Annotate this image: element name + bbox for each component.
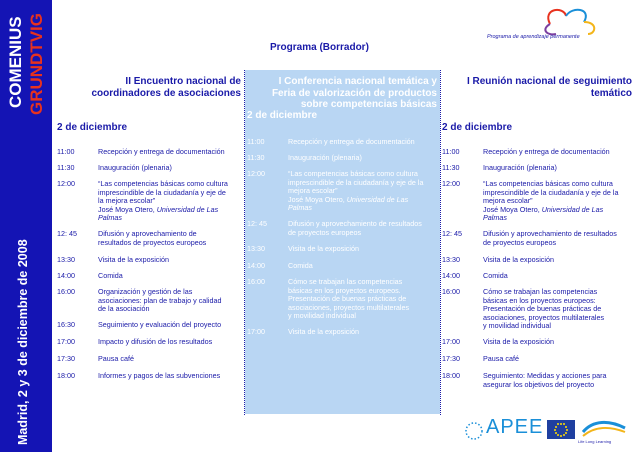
agenda-time: 17:00 bbox=[442, 337, 460, 346]
eu-star-icon bbox=[554, 429, 556, 431]
agenda-time: 17:00 bbox=[57, 337, 75, 346]
agenda-time: 11:30 bbox=[57, 163, 75, 172]
agenda-text: Comida bbox=[98, 271, 123, 280]
agenda-time: 17:30 bbox=[442, 354, 460, 363]
agenda-time: 17:00 bbox=[247, 327, 265, 336]
agenda-text: Cómo se trabajan las competencias básicas en los proyectos europeos: Presentación de buenas prácticas de asociaciones, proyectos multilaterales y movilidad individual bbox=[483, 287, 605, 330]
column-seguimiento bbox=[440, 70, 636, 414]
agenda-time: 16:30 bbox=[57, 320, 75, 329]
agenda-text: Inauguración (plenaria) bbox=[288, 153, 362, 162]
logo-caption: Programa de aprendizaje permanente bbox=[487, 34, 580, 40]
agenda-text: Seguimiento: Medidas y acciones para asegurar los objetivos del proyecto bbox=[483, 371, 607, 389]
agenda-text: Visita de la exposición bbox=[288, 327, 359, 336]
eu-star-icon bbox=[563, 423, 565, 425]
agenda-time: 17:30 bbox=[57, 354, 75, 363]
eu-star-icon bbox=[563, 434, 565, 436]
agenda-text: Cómo se trabajan las competencias básicas en los proyectos europeos. Presentación de buenas prácticas de asociaciones, proyectos multilaterales y movilidad individual bbox=[288, 277, 410, 320]
agenda-time: 12:00 bbox=[442, 179, 460, 188]
agenda-text: Difusión y aprovechamiento de resultados de proyectos europeos bbox=[98, 229, 207, 247]
agenda-text: Pausa café bbox=[483, 354, 519, 363]
agenda-text: Recepción y entrega de documentación bbox=[288, 137, 415, 146]
eu-star-icon bbox=[557, 423, 559, 425]
agenda-text: Seguimiento y evaluación del proyecto bbox=[98, 320, 222, 329]
agenda-text: Visita de la exposición bbox=[483, 255, 554, 264]
eu-star-icon bbox=[555, 432, 557, 434]
lifelong-learning-icon bbox=[579, 418, 629, 440]
agenda-time: 13:30 bbox=[57, 255, 75, 264]
agenda-text: Recepción y entrega de documentación bbox=[98, 147, 225, 156]
agenda-text: Visita de la exposición bbox=[98, 255, 169, 264]
agenda-time: 14:00 bbox=[442, 271, 460, 280]
eu-star-icon bbox=[555, 426, 557, 428]
agenda-text: Inauguración (plenaria) bbox=[483, 163, 557, 172]
agenda-time: 16:00 bbox=[442, 287, 460, 296]
comenius-label: COMENIUS bbox=[6, 16, 25, 108]
agenda-text: Inauguración (plenaria) bbox=[98, 163, 172, 172]
agenda-text: “Las competencias básicas como cultura imprescindible de la ciudadanía y eje de la mejora escolar” José Moya Otero, Universidad de Las Palmas bbox=[483, 179, 619, 222]
agenda-text: Informes y pagos de las subvenciones bbox=[98, 371, 221, 380]
eu-star-icon bbox=[565, 432, 567, 434]
eu-star-icon bbox=[560, 435, 562, 437]
day-heading: 2 de diciembre bbox=[57, 122, 128, 133]
agenda-text: Difusión y aprovechamiento de resultados de proyectos europeos bbox=[483, 229, 617, 247]
agenda-time: 12:00 bbox=[57, 179, 75, 188]
agenda-time: 12:00 bbox=[247, 169, 265, 178]
agenda-text: “Las competencias básicas como cultura imprescindible de la ciudadanía y eje de la mejora escolar” José Moya Otero, Universidad de Las Palmas bbox=[98, 179, 228, 222]
agenda-time: 18:00 bbox=[442, 371, 460, 380]
agenda-time: 11:00 bbox=[247, 137, 265, 146]
agenda-time: 12: 45 bbox=[442, 229, 462, 238]
agenda-time: 16:00 bbox=[57, 287, 75, 296]
column-header: I Reunión nacional de seguimiento temático bbox=[466, 76, 632, 99]
page-title: Programa (Borrador) bbox=[270, 42, 369, 53]
column-header: I Conferencia nacional temática y Feria de valorización de productos sobre competencias básicas bbox=[271, 76, 437, 110]
agenda-text: Visita de la exposición bbox=[483, 337, 554, 346]
place-date-label: Madrid, 2 y 3 de diciembre de 2008 bbox=[16, 239, 30, 445]
agenda-text: Difusión y aprovechamiento de resultados de proyectos europeos bbox=[288, 219, 422, 237]
agenda-time: 11:30 bbox=[247, 153, 265, 162]
agenda-text: Comida bbox=[288, 261, 313, 270]
eu-star-icon bbox=[566, 429, 568, 431]
eu-star-icon bbox=[557, 434, 559, 436]
agenda-time: 12: 45 bbox=[247, 219, 267, 228]
agenda-text: Comida bbox=[483, 271, 508, 280]
column-coordinadores bbox=[55, 70, 245, 414]
agenda-text: “Las competencias básicas como cultura imprescindible de la ciudadanía y eje de la mejora escolar” José Moya Otero, Universidad de Las Palmas bbox=[288, 169, 424, 212]
column-conferencia bbox=[245, 70, 440, 414]
apee-logo: APEE bbox=[486, 416, 544, 438]
column-header: II Encuentro nacional de coordinadores de asociaciones bbox=[91, 76, 241, 99]
day-heading: 2 de diciembre bbox=[442, 122, 513, 133]
apee-stars-icon bbox=[462, 420, 486, 442]
agenda-text: Impacto y difusión de los resultados bbox=[98, 337, 213, 346]
agenda-time: 11:00 bbox=[442, 147, 460, 156]
agenda-time: 14:00 bbox=[247, 261, 265, 270]
agenda-text: Visita de la exposición bbox=[288, 244, 359, 253]
day-heading: 2 de diciembre bbox=[247, 110, 318, 121]
agenda-time: 12: 45 bbox=[57, 229, 77, 238]
eu-star-icon bbox=[560, 423, 562, 425]
agenda-time: 14:00 bbox=[57, 271, 75, 280]
agenda-text: Recepción y entrega de documentación bbox=[483, 147, 610, 156]
lifelong-learning-logo bbox=[480, 4, 610, 50]
agenda-time: 16:00 bbox=[247, 277, 265, 286]
lifelong-learning-caption: Life Long Learning bbox=[578, 439, 612, 444]
agenda-text: Organización y gestión de las asociaciones: plan de trabajo y calidad de la asociación bbox=[98, 287, 222, 313]
agenda-time: 11:00 bbox=[57, 147, 75, 156]
agenda-time: 18:00 bbox=[57, 371, 75, 380]
eu-star-icon bbox=[565, 426, 567, 428]
eu-flag-icon bbox=[547, 420, 575, 439]
agenda-time: 13:30 bbox=[442, 255, 460, 264]
agenda-time: 11:30 bbox=[442, 163, 460, 172]
agenda-time: 13:30 bbox=[247, 244, 265, 253]
grundtvig-label: GRUNDTVIG bbox=[27, 13, 46, 115]
agenda-text: Pausa café bbox=[98, 354, 134, 363]
